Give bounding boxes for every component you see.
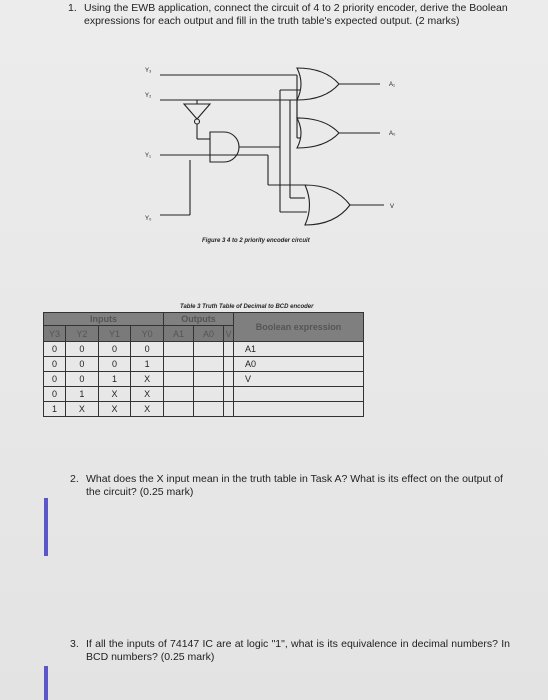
cell: 1	[44, 402, 66, 417]
cell: 1	[98, 372, 131, 387]
cell-output-v[interactable]	[224, 402, 234, 417]
cell-output-a0[interactable]	[194, 372, 224, 387]
cell-output-a0[interactable]	[194, 342, 224, 357]
question-2-text: What does the X input mean in the truth table in Task A? What is its effect on the output of the circuit? (0.25 mark)	[86, 473, 503, 498]
label-y1: Y₁	[145, 153, 152, 159]
inputs-group-header: Inputs	[44, 313, 164, 326]
label-v: V	[390, 204, 395, 210]
cell: 0	[98, 357, 131, 372]
boolean-expression-cell[interactable]: A0	[234, 357, 364, 372]
cell-output-v[interactable]	[224, 372, 234, 387]
label-a0: A₀	[389, 131, 396, 137]
boolean-expression-cell[interactable]: A1	[234, 342, 364, 357]
figure-caption: Figure 3 4 to 2 priority encoder circuit	[202, 238, 310, 244]
margin-bar-upper	[44, 498, 48, 556]
boolean-expression-cell[interactable]	[234, 387, 364, 402]
cell-output-a1[interactable]	[164, 342, 194, 357]
cell: 0	[66, 357, 99, 372]
cell: 0	[98, 342, 131, 357]
question-1-number: 1.	[68, 2, 77, 14]
cell: 0	[44, 342, 66, 357]
and-gate	[210, 132, 239, 162]
question-2	[70, 473, 510, 499]
cell: X	[66, 402, 99, 417]
table-row	[44, 357, 364, 372]
cell-output-a1[interactable]	[164, 402, 194, 417]
cell-output-a0[interactable]	[194, 357, 224, 372]
cell: 0	[44, 387, 66, 402]
boolean-expression-header: Boolean expression	[234, 313, 364, 342]
cell-output-a0[interactable]	[194, 402, 224, 417]
label-y0: Y₀	[145, 216, 152, 222]
col-y1: Y1	[98, 326, 131, 342]
or-gate-a0	[297, 118, 339, 148]
outputs-group-header: Outputs	[164, 313, 234, 326]
cell: 1	[131, 357, 164, 372]
question-2-number: 2.	[70, 473, 79, 485]
question-3-text: If all the inputs of 74147 IC are at logic "1", what is its equivalence in decimal numbers? In BCD numbers? (0.25 mark)	[86, 638, 510, 663]
label-a1: A₁	[389, 82, 396, 88]
cell: 0	[66, 342, 99, 357]
table-group-header	[44, 313, 364, 326]
encoder-circuit-diagram	[0, 0, 548, 300]
cell-output-v[interactable]	[224, 342, 234, 357]
cell: X	[131, 402, 164, 417]
label-y2: Y₂	[145, 93, 152, 99]
cell: 0	[44, 357, 66, 372]
col-v: V	[224, 326, 234, 342]
cell: X	[98, 387, 131, 402]
cell-output-a1[interactable]	[164, 372, 194, 387]
cell-output-a1[interactable]	[164, 387, 194, 402]
truth-table	[43, 312, 364, 417]
col-a0: A0	[194, 326, 224, 342]
cell-output-a1[interactable]	[164, 357, 194, 372]
col-a1: A1	[164, 326, 194, 342]
cell: 0	[44, 372, 66, 387]
cell-output-v[interactable]	[224, 387, 234, 402]
cell: 0	[66, 372, 99, 387]
col-y2: Y2	[66, 326, 99, 342]
question-3	[70, 638, 510, 664]
table-row	[44, 372, 364, 387]
boolean-expression-cell[interactable]	[234, 402, 364, 417]
cell: X	[98, 402, 131, 417]
cell: X	[131, 387, 164, 402]
boolean-expression-cell[interactable]: V	[234, 372, 364, 387]
margin-bar-lower	[44, 666, 48, 700]
or-gate-a1	[297, 68, 339, 100]
cell: X	[131, 372, 164, 387]
or-gate-v	[305, 185, 350, 225]
cell: 0	[131, 342, 164, 357]
cell-output-a0[interactable]	[194, 387, 224, 402]
table-caption: Table 3 Truth Table of Decimal to BCD encoder	[180, 304, 314, 310]
question-3-number: 3.	[70, 638, 79, 650]
table-row	[44, 387, 364, 402]
col-y3: Y3	[44, 326, 66, 342]
not-gate	[184, 104, 210, 119]
label-y3: Y₃	[145, 68, 152, 74]
cell-output-v[interactable]	[224, 357, 234, 372]
question-1-text: Using the EWB application, connect the circuit of 4 to 2 priority encoder, derive the Boolean expressions for each output and fill in the truth table's expected output. (2 marks)	[84, 2, 508, 27]
col-y0: Y0	[131, 326, 164, 342]
table-row	[44, 402, 364, 417]
cell: 1	[66, 387, 99, 402]
table-row	[44, 342, 364, 357]
